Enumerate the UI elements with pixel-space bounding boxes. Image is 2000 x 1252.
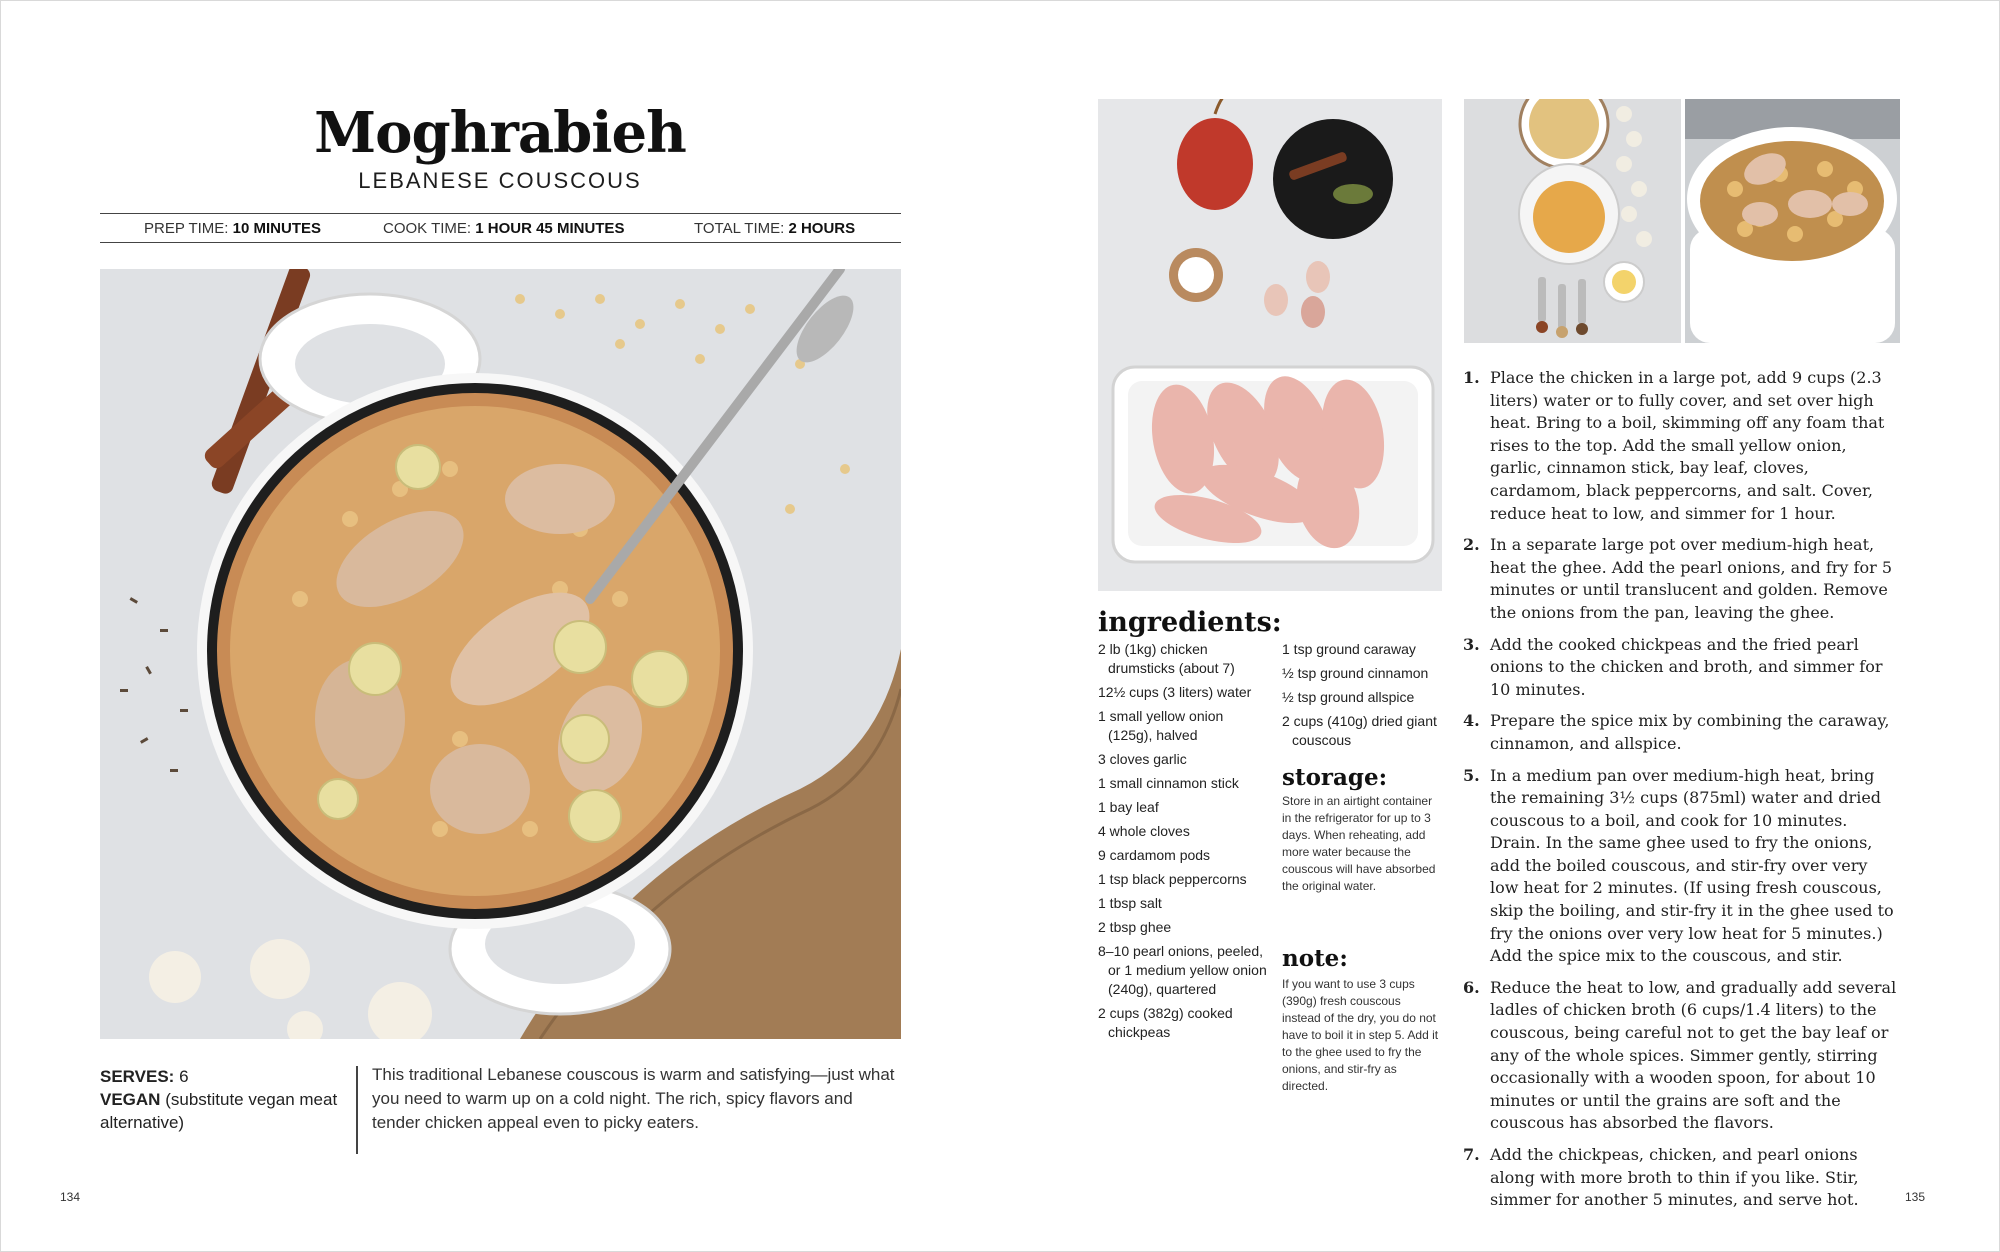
ingredient-item: 4 whole cloves [1098,823,1190,839]
serves-value: 6 [179,1067,189,1086]
ingredients-list-col1 [1098,640,1268,1047]
storage-heading: storage: [1282,764,1388,791]
storage-text: Store in an airtight container in the refrigerator for up to 3 days. When reheating, add more water because the couscous will have absorbed the original water. [1282,794,1436,893]
step-number: 2. [1463,535,1480,555]
ingredient-item: 1 small cinnamon stick [1098,775,1239,791]
step-number: 6. [1463,977,1480,997]
vegan-line [100,1088,340,1134]
step-text: Add the chickpeas, chicken, and pearl onions along with more broth to thin if you like. Stir, simmer for another 5 minutes, and serve hot. [1490,1145,1859,1210]
cook-time [383,220,624,237]
serves-line [100,1065,340,1088]
step-item [1463,367,1900,525]
step-text: Prepare the spice mix by combining the caraway, cinnamon, and allspice. [1490,711,1890,753]
serves-label: SERVES: [100,1067,175,1086]
ingredient-item: 2 lb (1kg) chicken drumsticks (about 7) [1098,641,1235,676]
step-number: 1. [1463,368,1480,387]
total-time-value: 2 HOURS [788,220,856,237]
step-item [1463,710,1900,755]
ingredient-item: 1 tsp black peppercorns [1098,871,1247,887]
note-text: If you want to use 3 cups (390g) fresh couscous instead of the dry, you do not have to boil it in step 5. Add it to the ghee used to fry the onions, and stir-fry as directed. [1282,977,1439,1093]
step-number: 4. [1463,711,1480,731]
step-item [1463,765,1900,968]
total-time-label: TOTAL TIME: [694,220,785,237]
ingredient-item: 2 cups (382g) cooked chickpeas [1098,1005,1233,1040]
ingredients-heading: ingredients: [1098,607,1282,638]
vegan-note: (substitute vegan meat alternative) [100,1090,338,1132]
ingredients-photo [1098,99,1442,591]
recipe-intro: This traditional Lebanese couscous is warm and satisfying—just what you need to warm up on a cold night. The rich, spicy flavors and tender chicken appeal even to picky eaters. [372,1065,895,1132]
vegan-label: VEGAN [100,1090,161,1109]
serves-block [100,1065,340,1134]
total-time [694,220,855,237]
ingredient-item: 8–10 pearl onions, peeled, or 1 medium yellow onion (240g), quartered [1098,943,1267,997]
prep-time-label: PREP TIME: [144,220,229,237]
pot-photo [1685,99,1900,343]
ingredient-item: 1 tbsp salt [1098,895,1162,911]
ingredient-item: 2 cups (410g) dried giant couscous [1282,713,1437,748]
bottom-divider [356,1066,358,1154]
step-text: Add the cooked chickpeas and the fried pearl onions to the chicken and broth, and simmer for 10 minutes. [1490,634,1883,699]
note-heading: note: [1282,945,1348,972]
ingredient-item: 1 bay leaf [1098,799,1159,815]
step-number: 7. [1463,1145,1480,1164]
step-text: Place the chicken in a large pot, add 9 cups (2.3 liters) water or to fully cover, and set over high heat. Bring to a boil, skimming off any foam that rises to the top. Add the small yellow onion, garlic, cinnamon stick, bay leaf, cloves, cardamom, black peppercorns, and salt. Cover, reduce heat to low, and simmer for 1 hour. [1490,368,1885,523]
cook-time-label: COOK TIME: [383,220,472,237]
step-text: In a separate large pot over medium-high heat, heat the ghee. Add the pearl onions, and fry for 5 minutes or until translucent and golden. Remove the onions from the pan, leaving the ghee. [1490,535,1892,622]
step-item [1463,534,1900,624]
time-bar [100,213,901,243]
recipe-title: Moghrabieh [314,100,686,166]
ingredient-item: 1 small yellow onion (125g), halved [1098,708,1224,743]
ingredient-item: 9 cardamom pods [1098,847,1211,863]
step-text: In a medium pan over medium-high heat, bring the remaining 3½ cups (875ml) water and dried couscous to a boil, and cook for 10 minutes. Drain. In the same ghee used to fry the onions, add the boiled couscous, and stir-fry over very low heat for 2 minutes. (If using fresh couscous, skip the boiling, and stir-fry it in the ghee used to fry the onions over very low heat for 5 minutes.) Add the spice mix to the couscous, and stir. [1490,765,1894,966]
step-item [1463,634,1900,702]
ingredients-list-col2 [1282,640,1447,755]
ingredient-item: ½ tsp ground cinnamon [1282,665,1429,681]
step-text: Reduce the heat to low, and gradually add several ladles of chicken broth (6 cups/1.4 liters) to the couscous, being careful not to get the bay leaf or any of the whole spices. Simmer gently, stirring occasionally with a wooden spoon, for about 10 minutes or until the grains are soft and the couscous has absorbed the flavors. [1490,977,1897,1133]
ingredient-item: 2 tbsp ghee [1098,919,1172,935]
step-number: 3. [1463,634,1480,654]
page-number-left: 134 [60,1190,81,1204]
prep-time [144,220,321,237]
ingredient-item: 1 tsp ground caraway [1282,641,1416,657]
spices-photo [1464,99,1681,343]
ingredient-item: ½ tsp ground allspice [1282,689,1415,705]
step-item [1463,1144,1900,1212]
recipe-subtitle: LEBANESE COUSCOUS [358,168,642,193]
step-number: 5. [1463,765,1480,785]
ingredient-item: 3 cloves garlic [1098,751,1187,767]
prep-time-value: 10 MINUTES [232,220,322,237]
method-steps [1463,367,1900,1221]
ingredient-item: 12½ cups (3 liters) water [1098,684,1252,700]
step-item [1463,977,1900,1135]
cook-time-value: 1 HOUR 45 MINUTES [475,220,625,237]
page-number-right: 135 [1905,1190,1926,1204]
hero-dish-photo [100,269,901,1039]
